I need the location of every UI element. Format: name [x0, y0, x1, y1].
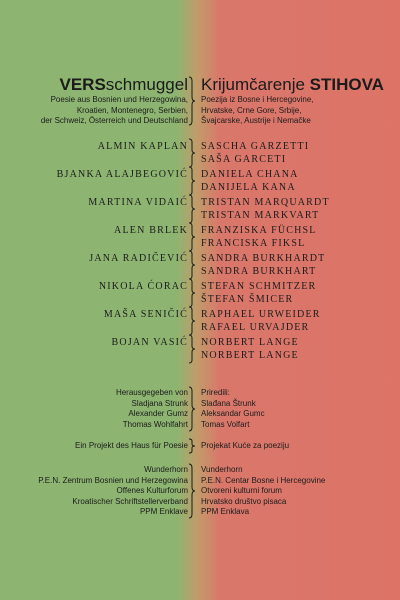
publisher-croatian: Hrvatsko društvo pisaca: [201, 496, 287, 506]
brace-icon: [186, 463, 196, 519]
subtitle-croatian-line: Poezija iz Bosne i Hercegovine,: [201, 95, 314, 104]
brace-icon: [186, 278, 196, 308]
brace-icon: [186, 438, 196, 454]
title-german-rest: schmuggel: [105, 75, 188, 94]
publisher-croatian: Vunderhorn: [201, 465, 243, 474]
title-croatian-bold: STIHOVA: [309, 75, 384, 94]
poet-left-4: ALEN BRLEK: [114, 225, 188, 236]
poet-right-name: FRANZISKA FÜCHSL: [201, 225, 317, 236]
editors-croatian-line: Priredili:: [201, 388, 230, 397]
poet-right-transcription: SAŠA GARCETI: [201, 154, 287, 165]
poet-left-2: BJANKA ALAJBEGOVIĆ: [56, 169, 188, 180]
poet-right-7: [201, 308, 321, 334]
poet-right-name: STEFAN SCHMITZER: [201, 281, 317, 292]
poet-right-3: [201, 196, 330, 222]
brace-icon: [186, 138, 196, 168]
poet-right-transcription: FRANCISKA FIKSL: [201, 238, 306, 249]
brace-icon: [186, 250, 196, 280]
publisher-croatian: P.E.N. Centar Bosne i Hercegovine: [201, 475, 326, 485]
poet-right-name: NORBERT LANGE: [201, 337, 299, 348]
poet-right-name: RAPHAEL URWEIDER: [201, 309, 321, 320]
editors-german-line: Thomas Wohlfahrt: [122, 419, 188, 429]
poet-left-8: BOJAN VASIĆ: [111, 337, 188, 348]
poet-right-transcription: RAFAEL URVAJDER: [201, 322, 310, 333]
poet-right-transcription: NORBERT LANGE: [201, 350, 299, 361]
editors-croatian-line: Tomas Volfart: [201, 419, 250, 429]
poet-right-transcription: SANDRA BURKHART: [201, 266, 317, 277]
poet-right-2: [201, 168, 299, 194]
brace-icon: [186, 334, 196, 364]
title-german-bold: VERS: [59, 75, 106, 94]
poet-right-5: [201, 252, 326, 278]
subtitle-croatian-line: Švajcarske, Austrije i Nemačke: [201, 116, 311, 125]
poet-left-3: MARTINA VIDAIĆ: [88, 197, 188, 208]
publisher-croatian: Otvoreni kulturni forum: [201, 486, 282, 495]
project-croatian: Projekat Kuće za poeziju: [201, 441, 290, 450]
editors-croatian: [201, 388, 265, 430]
publisher-german: PPM Enklave: [139, 507, 188, 516]
publisher-german: Wunderhorn: [144, 465, 188, 474]
editors-croatian-line: Slađana Štrunk: [201, 398, 256, 408]
poet-right-name: TRISTAN MARQUARDT: [201, 197, 330, 208]
poet-left-6: NIKOLA ĆORAC: [98, 281, 188, 292]
title-croatian-rest: Krijumčarenje: [201, 75, 310, 94]
brace-icon: [186, 166, 196, 196]
subtitle-german-line: der Schweiz, Österreich und Deutschland: [40, 116, 188, 125]
brace-icon: [186, 306, 196, 336]
editors-german-line: Herausgegeben von: [115, 388, 188, 397]
poet-right-transcription: DANIJELA KANA: [201, 182, 296, 193]
editors-german-line: Alexander Gumz: [128, 409, 188, 418]
brace-icon: [186, 76, 196, 126]
title-german: [59, 75, 188, 95]
title-croatian: [201, 75, 384, 95]
poet-right-name: SASCHA GARZETTI: [201, 141, 310, 152]
editors-croatian-line: Aleksandar Gumc: [201, 409, 265, 418]
editors-german: [116, 388, 188, 430]
subtitle-croatian-line: Hrvatske, Crne Gore, Srbije,: [201, 105, 302, 115]
publisher-german: Offenes Kulturforum: [116, 486, 188, 495]
poet-right-transcription: TRISTAN MARKVART: [201, 210, 320, 221]
poet-left-1: ALMIN KAPLAN: [97, 141, 188, 152]
poet-right-1: [201, 140, 309, 166]
editors-german-line: Sladjana Strunk: [131, 398, 188, 408]
publisher-german: P.E.N. Zentrum Bosnien und Herzegowina: [38, 475, 188, 485]
poet-right-4: [201, 224, 317, 250]
poet-right-transcription: ŠTEFAN ŠMICER: [201, 294, 294, 305]
subtitle-german-line: Kroatien, Montenegro, Serbien,: [76, 105, 188, 115]
poet-right-8: [201, 336, 299, 362]
publisher-croatian: PPM Enklava: [201, 507, 250, 516]
subtitle-german: [41, 95, 188, 127]
project-german: Ein Projekt des Haus für Poesie: [75, 441, 188, 450]
poet-right-name: SANDRA BURKHARDT: [201, 253, 326, 264]
poet-right-6: [201, 280, 316, 306]
poet-left-7: MAŠA SENIČIĆ: [103, 309, 188, 320]
publishers-german: [38, 465, 188, 518]
publisher-german: Kroatischer Schriftstellerverband: [72, 496, 188, 506]
poet-left-5: JANA RADIČEVIĆ: [89, 253, 188, 264]
brace-icon: [186, 194, 196, 224]
brace-icon: [186, 386, 196, 432]
subtitle-german-line: Poesie aus Bosnien und Herzegowina,: [50, 95, 188, 104]
publishers-croatian: [201, 465, 325, 518]
brace-icon: [186, 222, 196, 252]
poet-right-name: DANIELA CHANA: [201, 169, 299, 180]
subtitle-croatian: [201, 95, 314, 127]
